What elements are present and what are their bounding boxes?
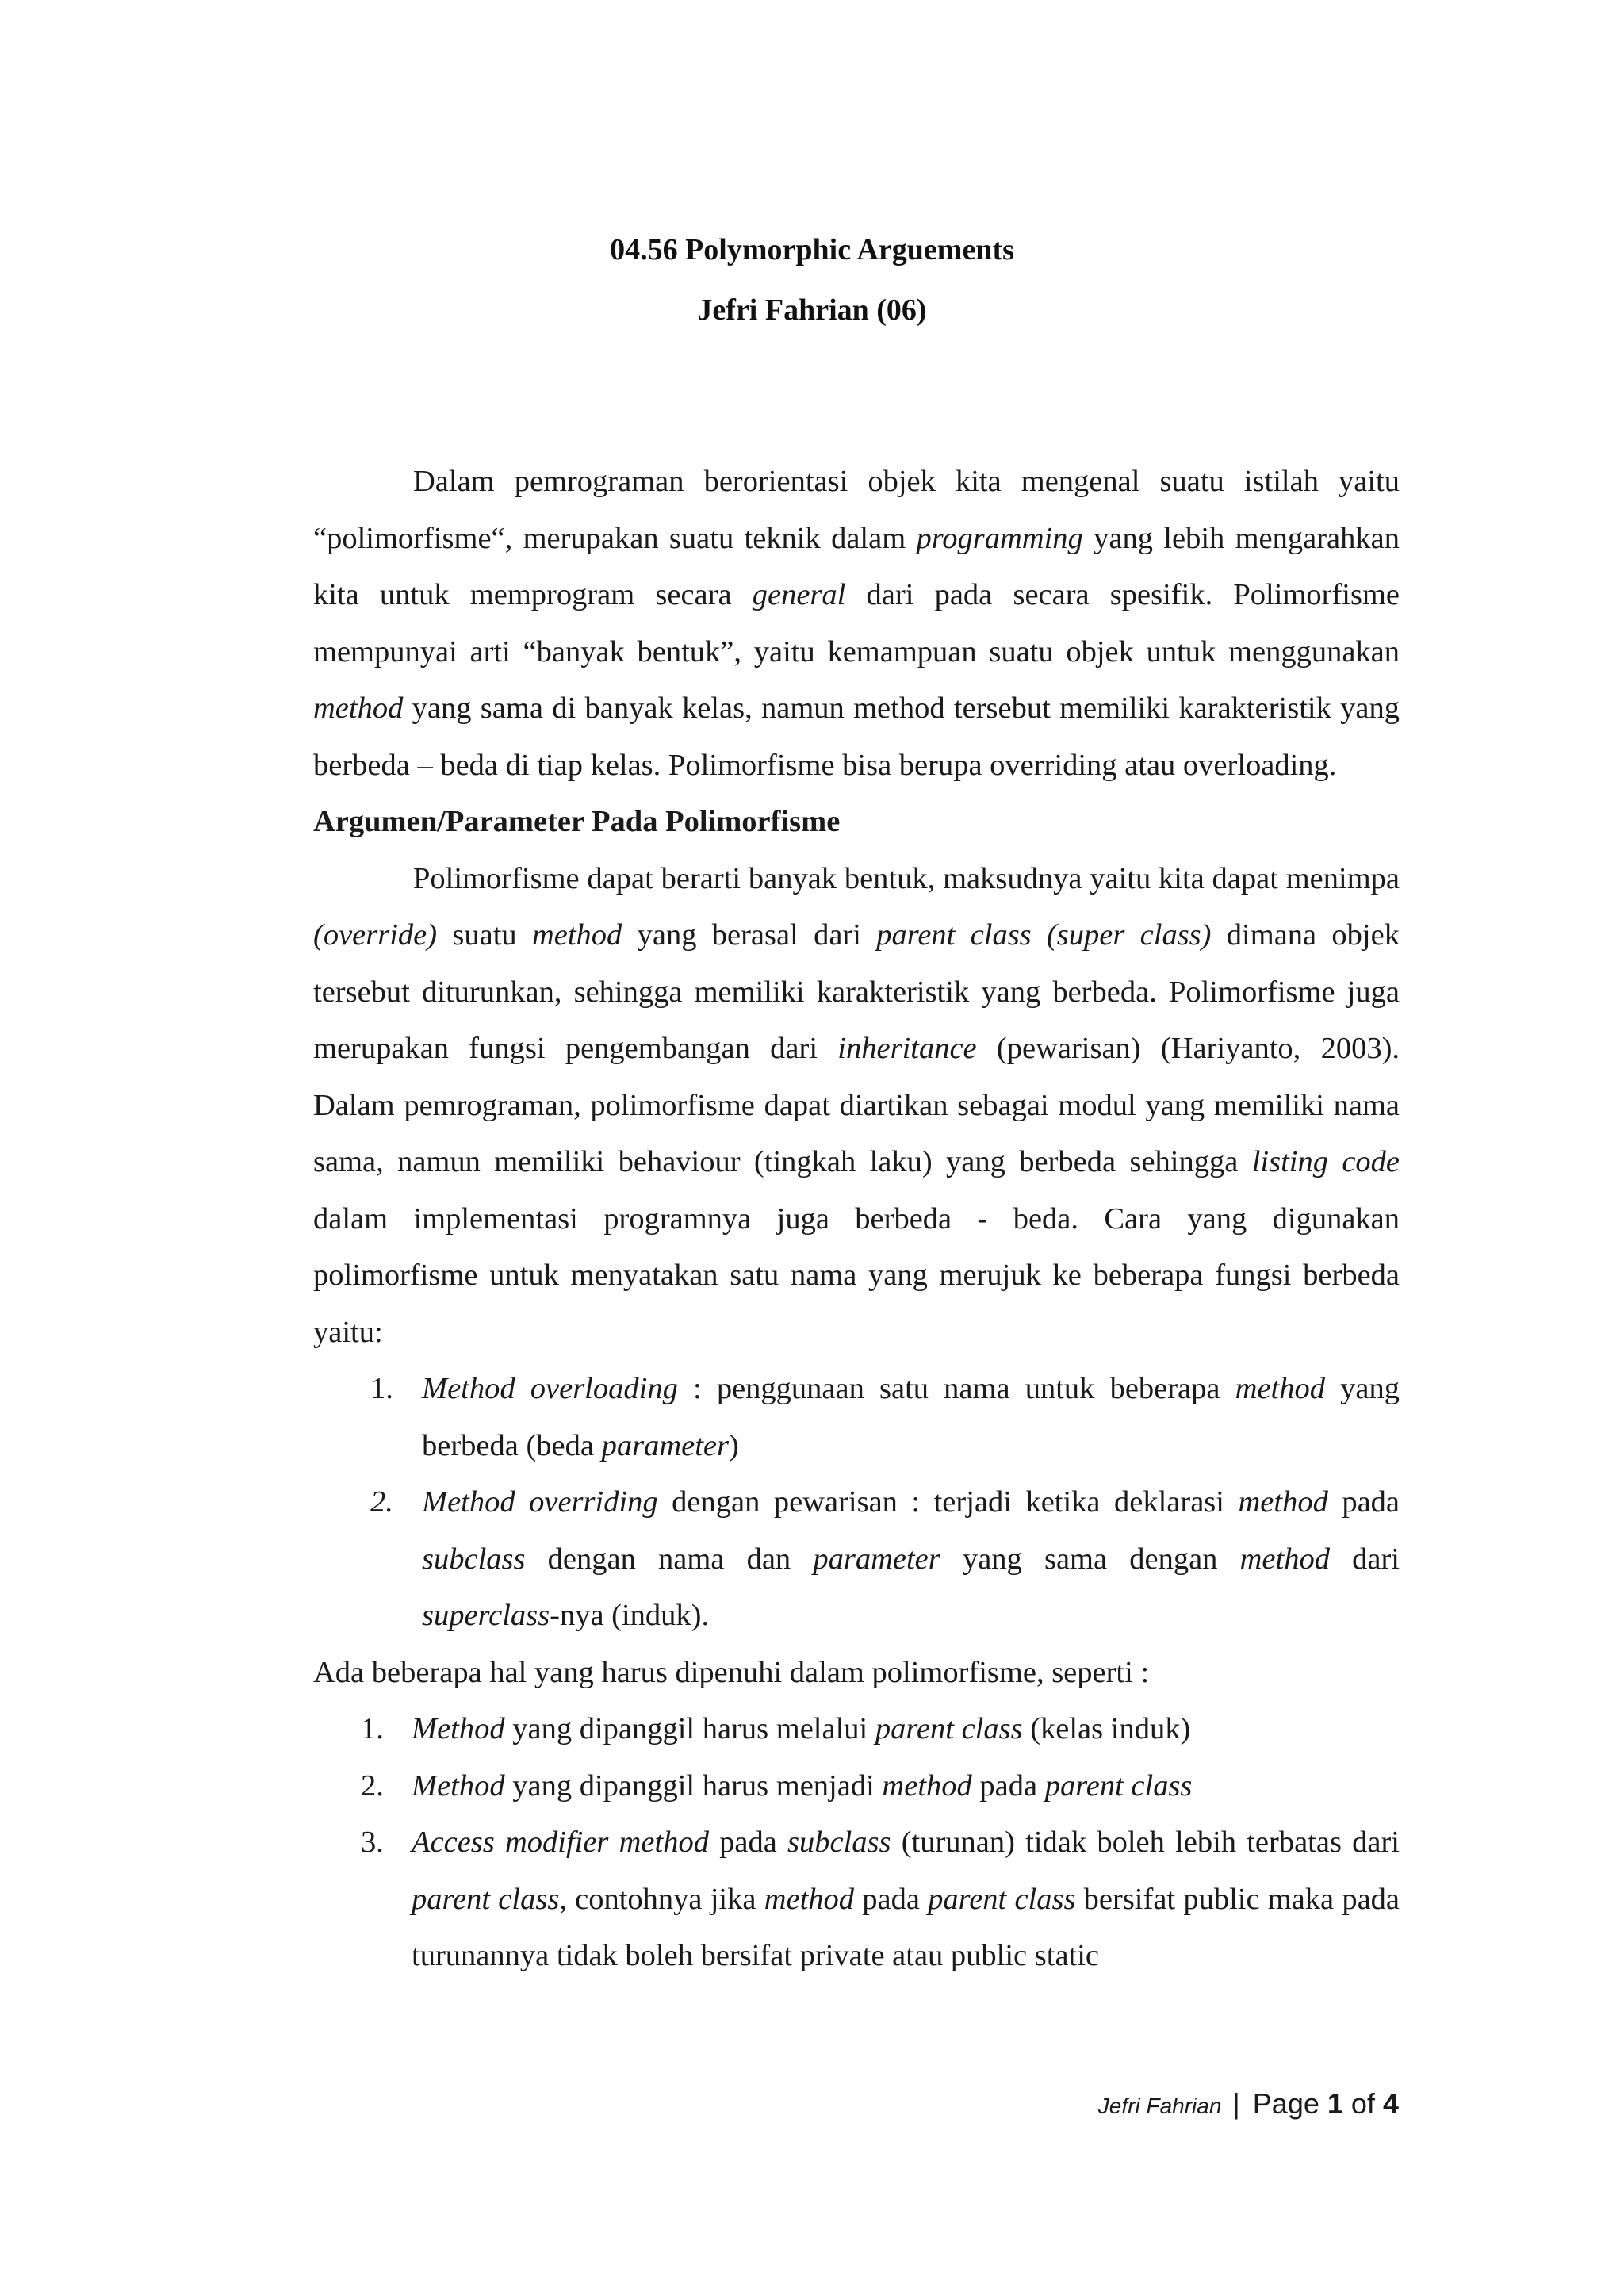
list-em: subclass: [422, 1542, 526, 1576]
body-em-parent-class: parent class (super class): [876, 918, 1212, 952]
list-text: ): [729, 1428, 739, 1462]
list-item: [313, 1814, 1400, 1985]
list-text: bersifat public maka pada turunannya tidak boleh bersifat private atau public static: [412, 1882, 1400, 1972]
list-em: parameter: [813, 1542, 940, 1576]
footer-page-word: Page: [1252, 2087, 1320, 2120]
list-em: superclass: [422, 1599, 550, 1632]
list-text: pada: [971, 1768, 1045, 1803]
list-em: parent class: [875, 1712, 1023, 1745]
footer-author: Jefri Fahrian: [1097, 2094, 1222, 2118]
list-em: Method overriding: [422, 1485, 658, 1519]
footer-separator: |: [1232, 2087, 1240, 2120]
intro-em-method: method: [313, 692, 404, 725]
list-em: subclass: [787, 1826, 891, 1859]
list-text: pada: [854, 1882, 929, 1916]
list-text: yang dipanggil harus menjadi: [504, 1768, 883, 1803]
list-text: -nya (induk).: [550, 1599, 710, 1632]
list-item: [313, 1758, 1400, 1815]
list-em: parent class: [412, 1882, 560, 1916]
body-paragraph: [313, 851, 1400, 1362]
intro-paragraph: [313, 454, 1400, 794]
list-em: parameter: [601, 1428, 729, 1462]
polymorphism-methods-list: [313, 1361, 1400, 1645]
list-item: [313, 1701, 1400, 1758]
list-text: (kelas induk): [1022, 1712, 1191, 1745]
list-em: method: [1238, 1485, 1328, 1519]
page-footer: [1098, 2087, 1399, 2121]
list-text: yang sama dengan: [940, 1542, 1240, 1576]
list-text: (turunan) tidak boleh lebih terbatas dari: [891, 1826, 1400, 1859]
intro-em-general: general: [752, 578, 846, 611]
body-em-inheritance: inheritance: [837, 1032, 977, 1065]
body-text-6: dalam implementasi programnya juga berbeda - beda. Cara yang digunakan polimorfisme untuk menyatakan satu nama yang merujuk ke beberapa fungsi berbeda yaitu:: [313, 1201, 1400, 1349]
body-text-2: suatu: [437, 918, 532, 952]
list-em: method: [882, 1768, 972, 1803]
section-heading: Argumen/Parameter Pada Polimorfisme: [313, 805, 841, 838]
intro-text-2: yang lebih mengarahkan kita untuk memprogram secara: [313, 521, 1400, 611]
list-text: pada: [1327, 1485, 1400, 1519]
list-text: : penggunaan satu nama untuk beberapa: [677, 1372, 1235, 1405]
list-em: Method: [412, 1712, 505, 1745]
list-text: dari: [1329, 1542, 1400, 1576]
list-item-number: 1.: [361, 1712, 384, 1745]
intro-text-4: yang sama di banyak kelas, namun method tersebut memiliki karakteristik yang berbeda – beda di tiap kelas. Polimorfisme bisa berupa overriding atau overloading.: [313, 692, 1400, 782]
requirements-list: [313, 1701, 1400, 1985]
footer-of-word: of: [1350, 2087, 1375, 2120]
list-item: [313, 1361, 1400, 1474]
footer-page-number: 1: [1327, 2087, 1343, 2120]
list-em: method: [1239, 1542, 1330, 1576]
list-em: parent class: [1044, 1768, 1193, 1803]
body-em-method: method: [531, 918, 622, 952]
body-em-listing-code: listing code: [1251, 1145, 1400, 1178]
body-text-5: (pewarisan) (Hariyanto, 2003). Dalam pemrograman, polimorfisme dapat diartikan sebagai modul yang memiliki nama sama, namun memiliki behaviour (tingkah laku) yang berbeda sehingga: [313, 1032, 1400, 1178]
list-item: [313, 1474, 1400, 1645]
intro-em-programming: programming: [916, 521, 1083, 555]
document-body: [313, 454, 1400, 1985]
list-em: parent class: [928, 1882, 1076, 1916]
list-text: yang berbeda (beda: [422, 1372, 1400, 1462]
body-text-1: Polimorfisme dapat berarti banyak bentuk, maksudnya yaitu kita dapat menimpa: [413, 861, 1400, 895]
list-item-number: 2.: [370, 1485, 393, 1519]
intro-text-3: dari pada secara spesifik. Polimorfisme mempunyai arti “banyak bentuk”, yaitu kemampuan suatu objek untuk menggunakan: [313, 578, 1400, 669]
document-title: 04.56 Polymorphic Arguements: [610, 233, 1014, 266]
list-em: method: [1235, 1372, 1325, 1405]
list-em: Access modifier method: [412, 1826, 709, 1859]
requirements-intro: Ada beberapa hal yang harus dipenuhi dalam polimorfisme, seperti :: [313, 1655, 1150, 1689]
body-text-3: yang berasal dari: [622, 918, 877, 952]
author-line: Jefri Fahrian (06): [697, 293, 927, 327]
list-text: pada: [708, 1826, 788, 1859]
intro-text-1: Dalam pemrograman berorientasi objek kita mengenal suatu istilah yaitu “polimorfisme“, merupakan suatu teknik dalam: [313, 465, 1400, 555]
list-em: Method overloading: [422, 1372, 678, 1405]
footer-total-pages: 4: [1382, 2087, 1399, 2120]
list-text: dengan pewarisan : terjadi ketika deklarasi: [657, 1485, 1239, 1519]
list-text: , contohnya jika: [559, 1882, 764, 1916]
list-em: Method: [412, 1768, 505, 1803]
list-text: yang dipanggil harus melalui: [504, 1712, 875, 1745]
body-text-4: dimana objek tersebut diturunkan, sehingga memiliki karakteristik yang berbeda. Polimorfisme juga merupakan fungsi pengembangan dari: [313, 918, 1400, 1065]
list-item-number: 3.: [361, 1826, 384, 1859]
list-item-number: 2.: [361, 1768, 384, 1803]
body-em-override: (override): [313, 918, 438, 952]
list-text: dengan nama dan: [525, 1542, 814, 1576]
list-em: method: [764, 1882, 855, 1916]
list-item-number: 1.: [370, 1372, 393, 1405]
